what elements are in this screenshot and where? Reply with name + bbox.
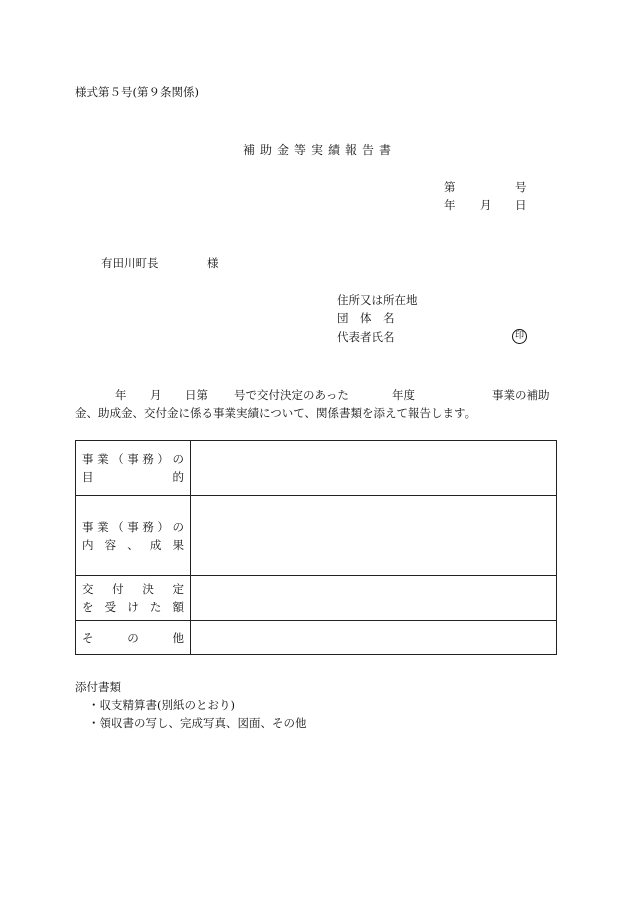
label-char: 、 xyxy=(127,537,139,552)
label-char: 受 xyxy=(104,600,117,614)
date-month: 月 xyxy=(480,198,492,212)
label-char: 務 xyxy=(142,452,154,466)
label-char: 内 xyxy=(82,537,94,552)
doc-number-prefix: 第 xyxy=(444,180,456,194)
label-char: 容 xyxy=(104,537,117,552)
date-day: 日 xyxy=(515,198,527,212)
addressee-name: 有田川町長 xyxy=(101,256,159,270)
seal-icon: 印 xyxy=(512,329,527,344)
purpose-label-line-2 xyxy=(82,468,184,486)
body-month: 月 xyxy=(150,388,162,402)
purpose-label xyxy=(76,441,191,496)
representative-label: 代表者氏名 xyxy=(337,330,395,344)
label-char: 的 xyxy=(172,470,184,484)
body-year: 年 xyxy=(115,388,127,402)
label-char: 果 xyxy=(172,537,184,552)
attachment-item: ・収支精算書(別紙のとおり) xyxy=(88,698,235,712)
content-label-line-2 xyxy=(82,536,184,554)
label-char: そ xyxy=(82,630,94,645)
body-line-2: 金、助成金、交付金に係る事業実績について、関係書類を添えて報告します。 xyxy=(75,406,477,420)
body-decision: 号で交付決定のあった xyxy=(234,388,349,402)
label-char: 目 xyxy=(82,470,94,484)
grant-amount-label xyxy=(76,576,191,621)
label-char: 成 xyxy=(149,537,162,552)
body-project: 事業の補助 xyxy=(492,388,550,402)
label-char: の xyxy=(127,630,139,645)
doc-number-suffix: 号 xyxy=(515,180,527,194)
organization-label: 団 体 名 xyxy=(337,311,395,325)
label-char: を xyxy=(82,600,94,614)
label-char: け xyxy=(127,600,139,614)
other-label xyxy=(76,621,191,655)
address-label: 住所又は所在地 xyxy=(337,293,418,307)
label-char: 事 xyxy=(127,519,139,534)
amount-label-line-2 xyxy=(82,598,184,616)
label-char: の xyxy=(172,452,184,466)
label-char: （ xyxy=(112,452,124,466)
label-char: 業 xyxy=(97,452,109,466)
label-char: た xyxy=(149,600,162,614)
label-char: 事 xyxy=(82,452,94,466)
content-result-value[interactable] xyxy=(191,496,557,576)
date-year: 年 xyxy=(444,198,456,212)
label-char: 他 xyxy=(172,630,184,645)
label-char: （ xyxy=(112,519,124,534)
label-char: ） xyxy=(157,519,169,534)
grant-amount-value[interactable] xyxy=(191,576,557,621)
content-result-label xyxy=(76,496,191,576)
report-table xyxy=(75,440,557,655)
body-day-number: 日第 xyxy=(185,388,208,402)
other-label-line xyxy=(82,629,184,647)
addressee-honorific: 様 xyxy=(207,256,219,270)
label-char: 事 xyxy=(127,452,139,466)
table-row xyxy=(76,576,557,621)
table-row xyxy=(76,621,557,655)
label-char: 交 xyxy=(82,582,94,596)
attachment-item: ・領収書の写し、完成写真、図面、その他 xyxy=(88,716,307,730)
table-row xyxy=(76,496,557,576)
amount-label-line-1 xyxy=(82,580,184,598)
label-char: 業 xyxy=(97,519,109,534)
body-fiscal-year: 年度 xyxy=(392,388,415,402)
label-char: 定 xyxy=(172,582,184,596)
document-title: 補助金等実績報告書 xyxy=(243,143,397,157)
label-char: 額 xyxy=(172,600,184,614)
label-char: の xyxy=(172,519,184,534)
label-char: 付 xyxy=(112,582,124,596)
other-value[interactable] xyxy=(191,621,557,655)
purpose-label-line-1 xyxy=(82,450,184,468)
attachments-heading: 添付書類 xyxy=(75,680,121,694)
label-char: 事 xyxy=(82,519,94,534)
label-char: 務 xyxy=(142,519,154,534)
purpose-value[interactable] xyxy=(191,441,557,496)
content-label-line-1 xyxy=(82,518,184,536)
form-number: 様式第５号(第９条関係) xyxy=(75,85,199,99)
table-row xyxy=(76,441,557,496)
label-char: ） xyxy=(157,452,169,466)
label-char: 決 xyxy=(142,582,154,596)
